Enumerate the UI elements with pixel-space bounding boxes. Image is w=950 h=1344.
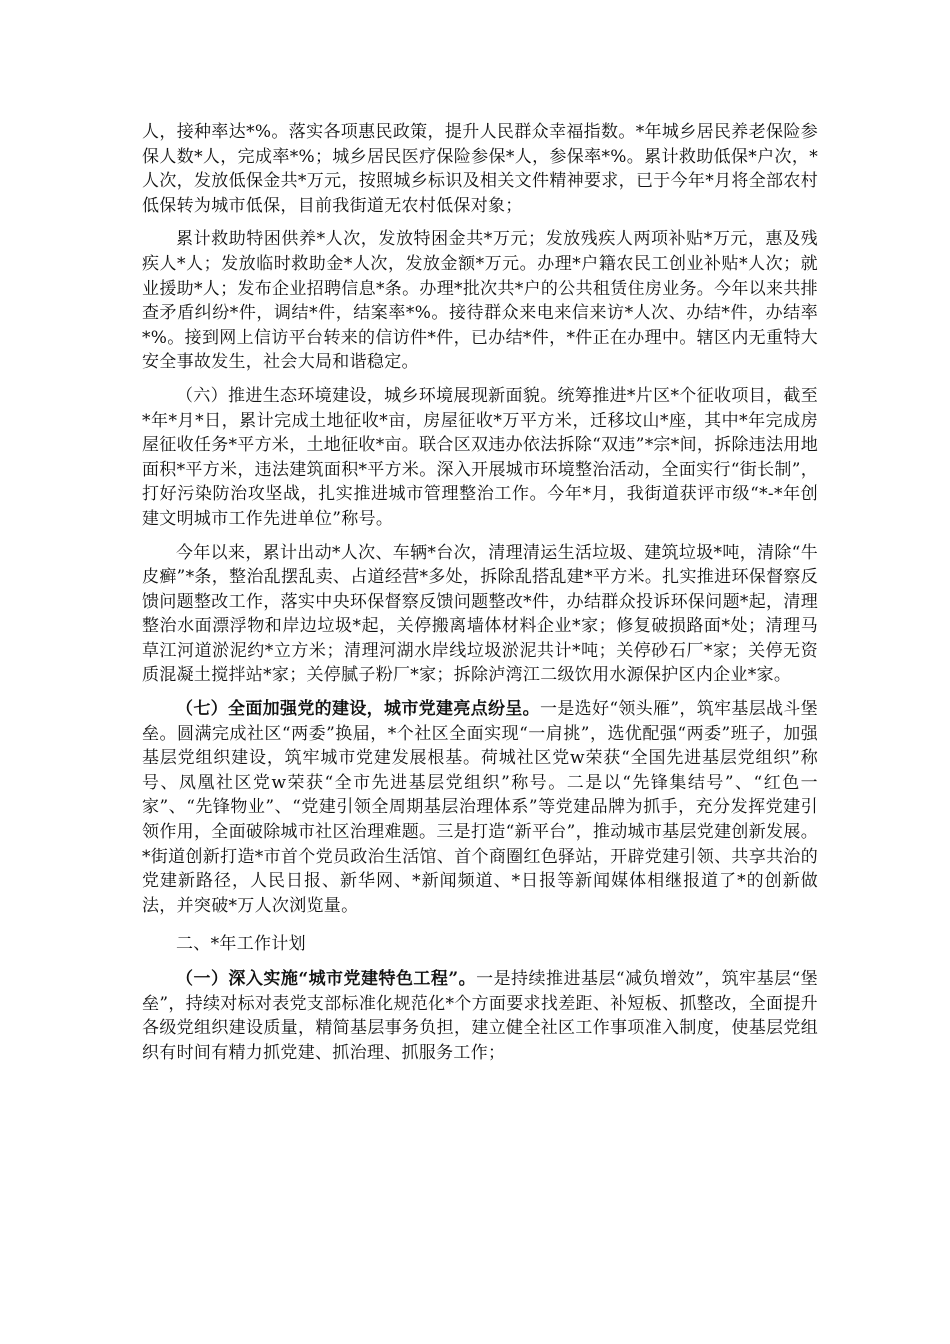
paragraph-party-building [142,697,818,918]
paragraph-environment: 今年以来，累计出动*人次、车辆*台次，清理清运生活垃圾、建筑垃圾*吨，清除“牛皮癣”*条，整治乱摆乱卖、占道经营*多处，拆除乱搭乱建*平方米。扎实推进环保督察反馈问题整改工作，落实中央环保督察反馈问题整改*件，办结群众投诉环保问题*起，清理整治水面漂浮物和岸边垃圾*起，关停搬离墙体材料企业*家；修复破损路面*处；清理马草江河道淤泥约*立方米；清理河湖水岸线垃圾淤泥共计*吨；关停砂石厂*家；关停无资质混凝土搅拌站*家；关停腻子粉厂*家；拆除泸湾江二级饮用水源保护区内企业*家。 [142,542,818,686]
plan-party-body: 一是持续推进基层“减负增效”，筑牢基层“堡垒”，持续对标对表党支部标准化规范化*个方面要求找差距、补短板、抓整改，全面提升各级党组织建设质量，精简基层事务负担，建立健全社区工作事项准入制度，使基层党组织有时间有精力抓党建、抓治理、抓服务工作； [142,969,818,1063]
paragraph-assistance: 累计救助特困供养*人次，发放特困金共*万元；发放残疾人两项补贴*万元，惠及残疾人*人；发放临时救助金*人次，发放金额*万元。办理*户籍农民工创业补贴*人次；就业援助*人；发布企业招聘信息*条。办理*批次共*户的公共租赁住房业务。今年以来共排查矛盾纠纷*件，调结*件，结案率*%。接待群众来电来信来访*人次、办结*件，办结率*%。接到网上信访平台转来的信访件*件，已办结*件，*件正在办理中。辖区内无重特大安全事故发生，社会大局和谐稳定。 [142,229,818,373]
paragraph-plan-party [142,967,818,1065]
document-page [142,120,818,1074]
party-building-lead: （七）全面加强党的建设，城市党建亮点纷呈。 [176,699,540,720]
section-heading-work-plan: 二、*年工作计划 [176,934,306,955]
paragraph-ecology: （六）推进生态环境建设，城乡环境展现新面貌。统筹推进*片区*个征收项目，截至*年*月*日，累计完成土地征收*亩，房屋征收*万平方米，迁移坟山*座，其中*年完成房屋征收任务*平方米，土地征收*亩。联合区双违办依法拆除“双违”*宗*间，拆除违法用地面积*平方米，违法建筑面积*平方米。深入开展城市环境整治活动，全面实行“街长制”，打好污染防治攻坚战，扎实推进城市管理整治工作。今年*月，我街道获评市级“*-*年创建文明城市工作先进单位”称号。 [142,385,818,529]
paragraph-social-security: 人，接种率达*%。落实各项惠民政策，提升人民群众幸福指数。*年城乡居民养老保险参保人数*人，完成率*%；城乡居民医疗保险参保*人，参保率*%。累计救助低保*户次，*人次，发放低保金共*万元，按照城乡标识及相关文件精神要求，已于今年*月将全部农村低保转为城市低保，目前我街道无农村低保对象； [142,122,818,216]
party-building-body: 一是选好“领头雁”，筑牢基层战斗堡垒。圆满完成社区“两委”换届，*个社区全面实现“一肩挑”，选优配强“两委”班子，加强基层党组织建设，筑牢城市党建发展根基。荷城社区党w荣获“全国先进基层党组织”称号、凤凰社区党w荣获“全市先进基层党组织”称号。二是以“先锋集结号”、“红色一家”、“先锋物业”、“党建引领全周期基层治理体系”等党建品牌为抓手，充分发挥党建引领作用，全面破除城市社区治理难题。三是打造“新平台”，推动城市基层党建创新发展。*街道创新打造*市首个党员政治生活馆、首个商圈红色驿站，开辟党建引领、共享共治的党建新路径，人民日报、新华网、*新闻频道、*日报等新闻媒体相继报道了*的创新做法，并突破*万人次浏览量。 [142,699,818,916]
plan-party-lead: （一）深入实施“城市党建特色工程”。 [176,969,477,989]
